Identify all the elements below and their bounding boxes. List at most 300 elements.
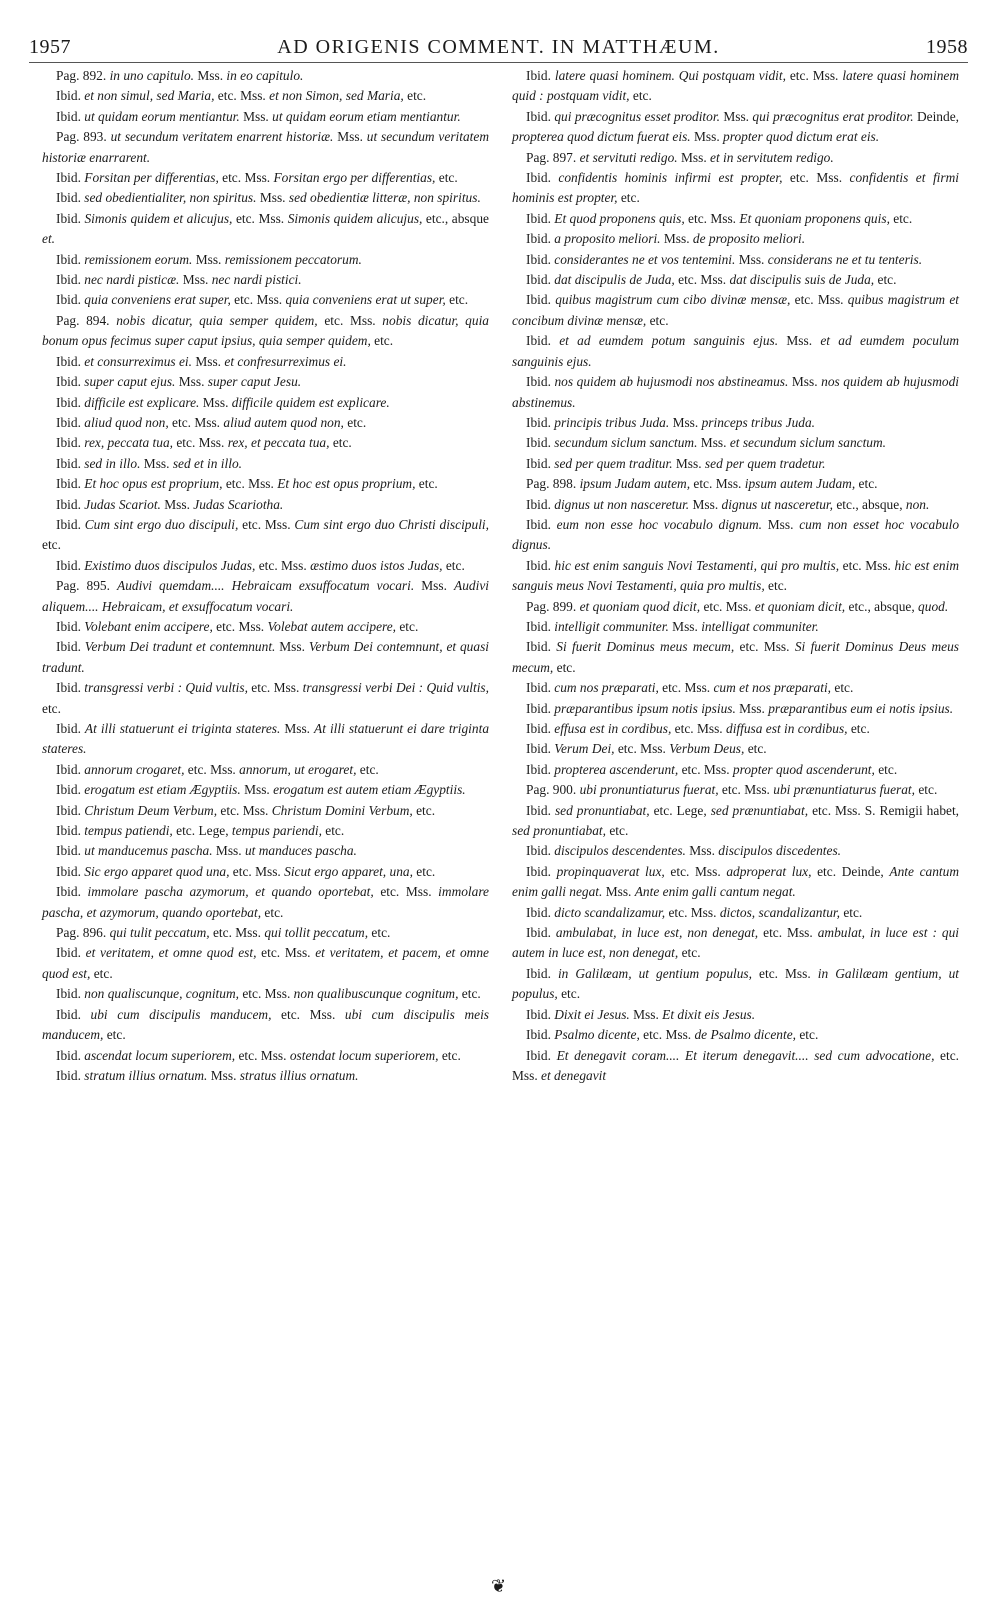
variant-entry [42, 250, 489, 270]
reference-text: etc. Mss. [614, 741, 670, 757]
variant-entry [512, 107, 959, 148]
reference-text: etc. [847, 721, 870, 736]
reading-text: Et hoc opus est proprium, [84, 476, 223, 492]
reading-text: propterea quod dictum fuerat eis. [512, 129, 691, 145]
reference-text: etc. Mss. [255, 557, 311, 573]
reading-text: Sicut ergo apparet, una, [284, 863, 413, 879]
reference-text: Mss. [788, 374, 822, 390]
reading-text: aliud quod non, [84, 414, 169, 430]
reference-text: etc. [646, 312, 669, 328]
reading-text: Audivi aliquem.... Hebraicam, et exsuffocatum vocari. [42, 578, 489, 614]
running-title: AD ORIGENIS COMMENT. IN MATTHÆUM. [277, 36, 720, 58]
reading-text: ascendat locum superiorem, [84, 1047, 236, 1063]
reference-text: etc. Mss. [271, 1006, 345, 1022]
reference-text: etc. Mss. [639, 1027, 695, 1043]
variant-entry [42, 943, 489, 984]
reference-text: Mss. [672, 455, 705, 471]
reference-text: etc. Mss. S. Remigii habet, [808, 802, 960, 818]
reference-text: etc. [557, 986, 581, 1002]
variant-entry [42, 923, 489, 943]
variant-entry [512, 923, 959, 964]
reference-text: etc. [435, 170, 458, 186]
variant-entry [42, 515, 489, 556]
reference-text: Mss. [256, 190, 289, 206]
reading-text: propterea ascenderunt, [554, 761, 679, 777]
reading-text: Judas Scariot. [84, 496, 161, 512]
reading-text: et quoniam dicit, [754, 598, 846, 614]
reading-text: remissionem eorum. [84, 251, 193, 267]
reading-text: et consurreximus ei. [84, 353, 192, 369]
reading-text: a proposito meliori. [554, 231, 661, 247]
reading-text: At illi statuerunt ei dare triginta stateres. [42, 721, 490, 757]
reading-text: nos quidem ab hujusmodi nos abstineamus. [554, 374, 789, 390]
reference-text: etc. [412, 863, 436, 879]
variant-entry [512, 66, 959, 107]
reading-text: ipsum Judam autem, [579, 476, 691, 492]
reading-text: Et denegavit coram.... Et iterum denegavit.... sed cum advocatione, [556, 1047, 935, 1063]
reference-text: Ibid. [56, 639, 85, 655]
reference-text: etc. Mss. [665, 904, 720, 920]
reference-text: Ibid. [56, 618, 85, 634]
reference-text: etc. Mss. [790, 292, 848, 308]
reading-text: de Psalmo dicente, [694, 1027, 796, 1043]
reference-text: Ibid. [56, 945, 86, 961]
reading-text: Ante cantum enim galli negat. [512, 863, 959, 900]
reading-text: Judas Scariotha. [193, 496, 284, 512]
reading-text: Christum Domini Verbum, [271, 802, 413, 818]
reference-text: Ibid. [56, 108, 85, 124]
reading-text: dat discipulis de Juda, [554, 272, 675, 288]
reading-text: qui præcognitus erat proditor. [752, 108, 914, 124]
reference-text: etc. [874, 272, 897, 288]
variant-entry [42, 270, 489, 290]
reference-text: etc. [403, 88, 427, 104]
reference-text: Mss. [762, 516, 800, 532]
reference-text: etc. Mss. [232, 210, 288, 226]
reference-text: etc. Mss. [758, 925, 818, 941]
reference-text: Mss. [629, 1006, 663, 1022]
variant-entry [512, 760, 959, 780]
variant-entry [42, 760, 489, 780]
reference-text: etc. Mss. [839, 557, 895, 573]
variant-entry [42, 862, 489, 882]
reference-text: Ibid. [56, 823, 85, 839]
reading-text: ut manduces pascha. [244, 843, 357, 859]
reading-text: et veritatem, et omne quod est, [85, 945, 257, 961]
reference-text: Ibid. [56, 88, 85, 104]
variant-entry [42, 311, 489, 352]
reading-text: super caput Jesu. [207, 374, 302, 390]
reference-text: etc. [370, 333, 394, 349]
reference-text: Ibid. [526, 802, 555, 818]
reading-text: et confresurreximus ei. [224, 353, 347, 369]
variant-entry [42, 617, 489, 637]
reference-text: Mss. [280, 721, 315, 736]
variant-entry [42, 821, 489, 841]
reference-text: Ibid. [526, 333, 560, 349]
variant-entry [512, 515, 959, 556]
reading-text: dignus ut nasceretur, [721, 496, 834, 512]
variant-entry [512, 841, 959, 861]
variant-entry [42, 1066, 489, 1086]
reference-text: Ibid. [56, 863, 85, 879]
reading-text: æstimo duos istos Judas, [310, 557, 443, 573]
reference-text: etc. Mss. [734, 639, 795, 655]
reading-text: sed obedientialiter, non spiritus. [84, 190, 257, 206]
reference-text: etc. Mss. [247, 680, 303, 696]
reference-text: Mss. [735, 251, 768, 267]
reference-text: Ibid. [56, 476, 85, 492]
reading-text: Existimo duos discipulos Judas, [84, 557, 256, 573]
reference-text: Mss. [275, 639, 309, 655]
reference-text: etc. Mss. [785, 68, 843, 83]
reference-text: Ibid. [56, 1067, 85, 1083]
reading-text: cum non esset hoc vocabulo dignus. [512, 516, 960, 553]
reference-text: Mss. [660, 231, 693, 247]
reference-text: etc. [103, 1027, 126, 1043]
reading-text: nobis dicatur, quia semper quidem, [116, 312, 318, 328]
reference-text: etc. [678, 945, 701, 961]
variant-entry [512, 780, 959, 800]
reference-text: etc. Mss. [173, 435, 228, 451]
reference-text: Ibid. [56, 435, 85, 451]
reading-text: ut manducemus pascha. [84, 843, 213, 859]
reference-text: Ibid. [526, 639, 557, 655]
reference-text: Ibid. [526, 414, 555, 430]
variant-entry [512, 719, 959, 739]
reference-text: etc. [553, 659, 576, 675]
reference-text: Ibid. [56, 721, 85, 736]
variant-entry [512, 270, 959, 290]
reference-text: etc., absque, [845, 598, 919, 614]
reference-text: Ibid. [56, 802, 85, 818]
reading-text: erogatum est autem etiam Ægyptiis. [273, 782, 466, 798]
reference-text: Ibid. [526, 1006, 555, 1022]
reading-text: sed per quem tradetur. [704, 455, 826, 471]
reference-text: etc. [796, 1027, 819, 1043]
variant-entry [42, 107, 489, 127]
reference-text: etc., absque, [833, 496, 906, 512]
reading-text: secundum siclum sanctum. [554, 435, 698, 451]
reading-text: qui tulit peccatum, [109, 925, 210, 941]
reference-text: etc. Mss. [684, 210, 740, 226]
reading-text: et veritatem, et pacem, et omne quod est, [42, 945, 489, 981]
variant-entry [512, 699, 959, 719]
reference-text: etc. [874, 761, 898, 777]
reference-text: etc. Lege, [172, 823, 232, 839]
reference-text: etc. Mss. [209, 925, 265, 941]
reading-text: et secundum siclum sanctum. [729, 435, 887, 451]
variant-entry [512, 1046, 959, 1087]
reference-text: Ibid. [526, 618, 555, 634]
reading-text: Et quoniam proponens quis, [739, 210, 890, 226]
reading-text: et. [42, 231, 56, 247]
variant-entry [42, 780, 489, 800]
reference-text: etc. [343, 414, 367, 430]
reading-text: sed et in illo. [172, 455, 242, 471]
reference-text: Ibid. [526, 843, 555, 859]
reading-text: latere quasi hominem quid : postquam vidit, [512, 68, 960, 104]
reading-text: rex, peccata tua, [84, 435, 174, 451]
reading-text: Et dixit eis Jesus. [662, 1006, 756, 1022]
variant-entry [512, 964, 959, 1005]
reference-text: etc. Mss. [235, 1047, 290, 1063]
variant-entry [512, 495, 959, 515]
reference-text: Ibid. [526, 1027, 555, 1043]
reading-text: nos quidem ab hujusmodi abstinemus. [512, 374, 959, 410]
reference-text: etc. Mss. [214, 88, 270, 104]
reading-text: et servituti redigo. [579, 149, 678, 165]
reading-text: tempus pariendi, [231, 823, 322, 839]
reading-text: aliud autem quod non, [223, 414, 344, 430]
reference-text: etc. [445, 292, 469, 308]
reference-text: Ibid. [526, 292, 556, 308]
reading-text: latere quasi hominem. Qui postquam vidit, [554, 68, 786, 83]
variant-entry [42, 127, 489, 168]
reading-text: præparantibus ipsum notis ipsius. [554, 700, 736, 716]
variant-entry [512, 331, 959, 372]
reference-text: Mss. [735, 700, 769, 716]
reading-text: Psalmo dicente, [554, 1027, 640, 1043]
reading-text: ipsum autem Judam, [744, 476, 856, 492]
reading-text: Cum sint ergo duo Christi discipuli, [294, 516, 489, 532]
reading-text: et ad eumdem potum sanguinis ejus. [559, 333, 779, 349]
reference-text: etc. Mss. [317, 312, 383, 328]
reading-text: ubi pronuntiaturus fuerat, [579, 782, 719, 798]
reference-text: Mss. [697, 435, 730, 451]
variant-entry [42, 719, 489, 760]
reference-text: etc. Mss. [373, 884, 439, 900]
reference-text: etc. [90, 965, 113, 981]
reading-text: stratus illius ornatum. [239, 1067, 359, 1083]
reference-text: Ibid. [56, 210, 85, 226]
reading-text: qui præcognitus esset proditor. [554, 108, 720, 124]
reading-text: Si fuerit Dominus meus mecum, [556, 639, 735, 655]
right-page-number: 1958 [926, 36, 968, 58]
reference-text: etc. Mss. [218, 170, 274, 186]
reference-text: Mss. [207, 1067, 240, 1083]
reference-text: Pag. 898. [526, 476, 580, 492]
reference-text: etc. Mss. [690, 476, 745, 492]
reading-text: ubi cum discipulis manducem, [90, 1006, 272, 1022]
reference-text: Pag. 897. [526, 149, 580, 165]
footer-ornament: ❦ [490, 1576, 507, 1596]
reference-text: Mss. [239, 108, 273, 124]
reference-text: etc. Mss. [664, 863, 727, 879]
variant-entry [42, 1046, 489, 1066]
reference-text: etc. [368, 925, 391, 941]
variant-entry [512, 413, 959, 433]
reference-text: etc. [261, 904, 284, 920]
reading-text: remissionem peccatorum. [224, 251, 362, 267]
reading-text: Ante enim galli cantum negat. [634, 884, 796, 900]
reading-text: ambulat, in luce est : qui autem in luce est, non denegat, [512, 925, 959, 961]
reference-text: Ibid. [526, 210, 555, 226]
variant-entry [512, 168, 959, 209]
reading-text: et non simul, sed Maria, [84, 88, 215, 104]
reference-text: etc. Mss. [678, 761, 733, 777]
reference-text: Ibid. [56, 251, 85, 267]
reference-text: Ibid. [56, 292, 85, 308]
reading-text: annorum crogaret, [84, 761, 185, 777]
reference-text: Ibid. [526, 455, 555, 471]
reference-text: Pag. 896. [56, 925, 110, 941]
reading-text: cum nos præparati, [554, 680, 659, 696]
reference-text: Ibid. [526, 68, 555, 83]
reading-text: rex, et peccata tua, [227, 435, 330, 451]
reference-text: etc. Mss. [674, 272, 730, 288]
reference-text: Mss. [212, 843, 245, 859]
reading-text: dicto scandalizamur, [554, 904, 666, 920]
reference-text: Ibid. [526, 965, 558, 981]
reference-text: Ibid. [56, 884, 88, 900]
reference-text: etc. Mss. [512, 1047, 960, 1083]
reference-text: Ibid. [56, 1006, 91, 1022]
variant-entry [42, 474, 489, 494]
reference-text: Ibid. [56, 557, 85, 573]
reference-text: Ibid. [56, 455, 85, 471]
reference-text: Ibid. [526, 721, 555, 736]
variant-entry [512, 739, 959, 759]
variant-entry [42, 86, 489, 106]
reading-text: Forsitan ergo per differentias, [273, 170, 436, 186]
reading-text: principis tribus Juda. [554, 414, 670, 430]
reference-text: etc. [458, 986, 481, 1002]
reference-text: Ibid. [56, 353, 85, 369]
reference-text: Mss. [685, 843, 719, 859]
reading-text: Verbum Dei contemnunt, et quasi tradunt. [42, 639, 490, 675]
reading-text: dignus ut non nasceretur. [554, 496, 690, 512]
reference-text: etc. Lege, [649, 802, 711, 818]
variant-entry [512, 1025, 959, 1045]
reference-text: Ibid. [526, 108, 555, 124]
variant-entry [42, 433, 489, 453]
reading-text: dictos, scandalizantur, [719, 904, 840, 920]
reference-text: etc. Mss. [222, 476, 278, 492]
reading-text: in Galilæam gentium, ut populus, [512, 965, 959, 1002]
reference-text: etc. [629, 88, 652, 104]
reading-text: ubi prænuntiaturus fuerat, [773, 782, 915, 798]
reference-text: etc. [438, 1047, 461, 1063]
variant-entry [42, 801, 489, 821]
reference-text: Deinde, [913, 108, 959, 124]
reading-text: de proposito meliori. [692, 231, 806, 247]
reading-text: At illi statuerunt ei triginta stateres. [84, 721, 281, 736]
reference-text: etc. [889, 210, 913, 226]
reference-text: etc. Mss. [212, 618, 268, 634]
reading-text: Et hoc est opus proprium, [277, 476, 416, 492]
reading-text: et quoniam quod dicit, [579, 598, 701, 614]
reading-text: ut secundum veritatem historiæ enarrarent. [42, 129, 489, 165]
reference-text: etc. Mss. [700, 598, 755, 614]
variant-entry [512, 372, 959, 413]
reading-text: Volebant enim accipere, [84, 618, 213, 634]
reference-text: etc. [42, 700, 61, 716]
reading-text: confidentis hominis infirmi est propter, [558, 170, 783, 186]
reference-text: etc. [831, 680, 854, 696]
reading-text: non qualibuscunque cognitum, [293, 986, 459, 1002]
reading-text: et denegavit [541, 1067, 607, 1083]
reference-text: Ibid. [56, 394, 85, 410]
reading-text: intelligit communiter. [554, 618, 669, 634]
reading-text: Si fuerit Dominus Deus meus mecum, [512, 639, 959, 675]
variant-entry [512, 209, 959, 229]
reading-text: sed in illo. [84, 455, 141, 471]
reading-text: diffusa est in cordibus, [726, 721, 848, 736]
reading-text: Verbum Dei tradunt et contemnunt. [84, 639, 276, 655]
reference-text: etc. Mss. [238, 516, 295, 532]
reading-text: transgressi verbi : Quid vultis, [84, 680, 248, 696]
reference-text: Ibid. [56, 170, 85, 186]
reference-text: Ibid. [526, 700, 555, 716]
reference-text: Ibid. [526, 374, 555, 390]
reading-text: Christum Deum Verbum, [84, 802, 218, 818]
reading-text: erogatum est etiam Ægyptiis. [84, 782, 241, 798]
reference-text: Ibid. [56, 496, 85, 512]
reference-text: etc. Mss. [782, 170, 850, 186]
reading-text: non qualiscunque, cognitum, [84, 986, 239, 1002]
reading-text: in Galilæam, ut gentium populus, [557, 965, 752, 981]
reading-text: nec nardi pistici. [211, 272, 302, 288]
reading-text: hic est enim sanguis Novi Testamenti, qui pro multis, [554, 557, 840, 573]
left-page-number: 1957 [29, 36, 71, 58]
reference-text: etc. Mss. [671, 721, 726, 736]
variant-entry [512, 903, 959, 923]
reading-text: ut quidam eorum mentiantur. [84, 108, 240, 124]
variant-entry [42, 882, 489, 923]
reference-text: etc. Mss. [168, 414, 224, 430]
reading-text: Forsitan per differentias, [84, 170, 219, 186]
reading-text: quia conveniens erat ut super, [285, 292, 446, 308]
reading-text: sed obedientiæ litteræ, non spiritus. [288, 190, 481, 206]
reading-text: confidentis et firmi hominis est propter, [512, 170, 959, 206]
reference-text: etc. [915, 782, 938, 798]
variant-entry [512, 597, 959, 617]
reading-text: immolare pascha, et azymorum, quando oportebat, [42, 884, 490, 920]
reading-text: annorum, ut erogaret, [239, 761, 357, 777]
reference-text: Ibid. [526, 863, 557, 879]
reading-text: considerantes ne et vos tentemini. [554, 251, 736, 267]
reading-text: quod. [918, 598, 949, 614]
reading-text: qui tollit peccatum, [264, 925, 369, 941]
reference-text: Ibid. [56, 1047, 85, 1063]
reading-text: ambulabat, in luce est, non denegat, [555, 925, 759, 941]
variant-entry [42, 413, 489, 433]
reading-text: effusa est in cordibus, [554, 721, 672, 736]
reference-text: Ibid. [526, 680, 555, 696]
variant-entry [512, 148, 959, 168]
reference-text: Pag. 899. [526, 598, 580, 614]
reference-text: Ibid. [526, 741, 555, 757]
reference-text: Mss. [192, 353, 225, 369]
reading-text: immolare pascha azymorum, et quando oportebat, [87, 884, 374, 900]
reading-text: cum et nos præparati, [713, 680, 832, 696]
reading-text: discipulos descendentes. [554, 843, 686, 859]
variant-entry [512, 801, 959, 842]
reading-text: Audivi quemdam.... Hebraicam exsuffocatum vocari. [117, 578, 415, 594]
reference-text: Mss. [677, 149, 711, 165]
reading-text: propter quod ascenderunt, [732, 761, 875, 777]
reading-text: tempus patiendi, [84, 823, 173, 839]
reading-text: considerans ne et tu tenteris. [767, 251, 923, 267]
reference-text: Mss. [778, 333, 821, 349]
reference-text: etc. Mss. [238, 986, 294, 1002]
reference-text: etc. Mss. [217, 802, 272, 818]
reference-text: Mss. [690, 129, 724, 145]
reading-text: hic est enim sanguis meus Novi Testamenti, quia pro multis, [512, 557, 959, 594]
reference-text: etc. [415, 476, 438, 492]
reference-text: etc., absque [422, 210, 489, 226]
